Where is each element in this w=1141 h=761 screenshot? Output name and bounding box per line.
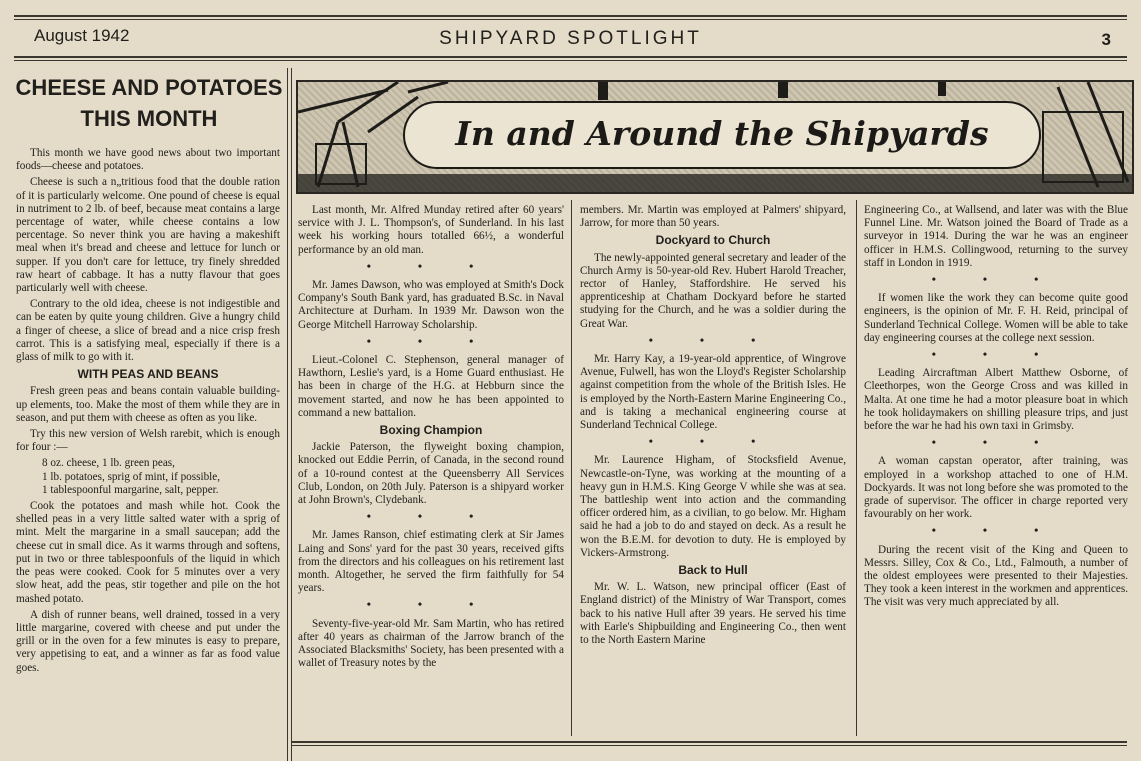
column-divider <box>856 200 857 736</box>
subheading: Back to Hull <box>678 563 748 578</box>
news-item: Mr. Harry Kay, a 19-year-old apprentice, of Wingrove Avenue, Fulwell, has won the Lloyd's Register Scholarship against competition from the whole of the British Isles. He is employed by the North-Eastern Marine Engineering Co., and is taking a mechanical engineering course at Sunderland Technical College. <box>580 353 846 432</box>
title-line-2: THIS MONTH <box>80 106 218 131</box>
news-item: Mr. Laurence Higham, of Stocksfield Avenue, Newcastle-on-Tyne, was working at the mounting of a heavy gun in H.M.S. King George V while she was at sea. The battleship went into action and the commanding officer ordered him, as a civilian, to go below. Mr. Higham said he had a job to do and stayed on deck. As a result he won the B.E.M. for devotion to duty. He is employed by Vickers-Armstrong. <box>580 454 846 559</box>
news-item: Seventy-five-year-old Mr. Sam Martin, who has retired after 40 years as chairman of the Jarrow branch of the Associated Blacksmiths' Society, has been presented with a wallet of Treasury notes by the <box>298 617 564 670</box>
recipe-line: 1 lb. potatoes, sprig of mint, if possible, <box>42 470 221 483</box>
header-rule <box>14 56 1127 58</box>
cheese-article <box>16 147 280 759</box>
separator: • • • <box>366 258 496 273</box>
news-item: Last month, Mr. Alfred Munday retired after 60 years' service with J. L. Thompson's, of Sunderland. In his last week his working hours totalled 66½, a wonderful performance by an old man. <box>298 204 564 256</box>
paragraph: Fresh green peas and beans contain valuable building-up elements, too. Make the most of them while they are in season, and put them with cheese as often as you like. <box>16 385 280 424</box>
news-column-2 <box>298 204 564 734</box>
issue-date: August 1942 <box>34 26 130 45</box>
top-rule <box>14 15 1127 17</box>
separator: • • • <box>648 332 778 347</box>
separator: • • • <box>366 333 496 348</box>
column-divider <box>291 68 292 761</box>
separator: • • • <box>931 523 1061 538</box>
recipe-line: 1 tablespoonful margarine, salt, pepper. <box>42 483 219 496</box>
news-item: Mr. James Dawson, who was employed at Smith's Dock Company's South Bank yard, has graduated B.Sc. in Naval Architecture at Durham. In 1939 Mr. Dawson won the George Mitchell Harroway Scholarship. <box>298 279 564 331</box>
separator: • • • <box>366 509 496 524</box>
news-item: Jackie Paterson, the flyweight boxing champion, knocked out Eddie Perrin, of Canada, in the second round of a 10-round contest at the Queensberry All Services Club, London, on 20th July. Paterson is a shipyard worker at John Brown's, Clydebank. <box>298 441 564 507</box>
title-line-1: CHEESE AND POTATOES <box>15 75 283 100</box>
page-number: 3 <box>1101 30 1111 49</box>
subheading: Boxing Champion <box>379 423 483 438</box>
news-item: Mr. James Ranson, chief estimating clerk at Sir James Laing and Sons' yard for the past 30 years, received gifts from the directors and his colleagues on his retirement last month. Altogether, he served the firm faithfully for 54 years. <box>298 529 564 595</box>
recipe-line: 8 oz. cheese, 1 lb. green peas, <box>42 457 175 470</box>
column-divider <box>571 200 572 736</box>
news-item: If women like the work they can become quite good engineers, is the opinion of Mr. F. H. Reid, principal of Sunderland Technical College. Women will be able to take day engineering courses at the college next session. <box>864 292 1128 344</box>
news-item: Leading Aircraftman Albert Matthew Osborne, of Cleethorpes, won the George Cross and was killed in Malta. At one time he had a motor pleasure boat in which he took holidaymakers on shilling pleasure trips, and just before the war he had his own taxi in Grimsby. <box>864 367 1128 433</box>
news-item: Mr. W. L. Watson, new principal officer (East of England district) of the Ministry of War Transport, comes back to his native Hull after 39 years. He served his time with Earle's Shipbuilding and Engineering Co., then went to the North Eastern Marine <box>580 581 846 647</box>
paragraph: A dish of runner beans, well drained, tossed in a very little margarine, covered with cheese and put under the grill or in the oven for a few minutes is easy to prepare, very appetising to eat, and a winner as far as food value goes. <box>16 608 280 674</box>
news-item: Lieut.-Colonel C. Stephenson, general manager of Hawthorn, Leslie's yard, is a Home Guard enthusiast. He has been in charge of the H.G. at Hebburn since the movement started, and now he has been appointed to command a new battalion. <box>298 354 564 419</box>
bottom-rule <box>292 741 1127 743</box>
paragraph: Try this new version of Welsh rarebit, which is enough for four :— <box>16 428 280 454</box>
news-item: The newly-appointed general secretary and leader of the Church Army is 50-year-old Rev. Hubert Harold Treacher, rector of Hanley, Staffordshire. He served his apprenticeship at Chatham Dockyard before he started studying for the Church, and he was a soldier during the Great War. <box>580 251 846 330</box>
paragraph: This month we have good news about two important foods—cheese and potatoes. <box>16 147 280 173</box>
section-banner <box>296 80 1134 194</box>
separator: • • • <box>931 347 1061 362</box>
banner-title: In and Around the Shipyards <box>403 101 1041 169</box>
top-rule-2 <box>14 19 1127 20</box>
header-rule-2 <box>14 60 1127 61</box>
paragraph: Cook the potatoes and mash while hot. Cook the shelled peas in a very little salted water with a sprig of mint. Melt the margarine in a small saucepan; add the cheese cut in small dice. As it warms through and softens, put in two or three tablespoonfuls of the liquid in which the peas were cooked. Cook for 5 minutes over a very slow heat, add the peas, stir together and pile on the hot mashed potato. <box>16 500 280 605</box>
news-item: During the recent visit of the King and Queen to Messrs. Silley, Cox & Co., Ltd., Falmouth, a number of the oldest employees were presented to their Majesties. They took a keen interest in the workmen and apprentices. The visit was very much appreciated by all. <box>864 543 1128 609</box>
article-title <box>14 72 284 134</box>
bottom-rule-2 <box>292 745 1127 746</box>
separator: • • • <box>931 272 1061 287</box>
subheading: WITH PEAS AND BEANS <box>77 367 219 382</box>
separator: • • • <box>931 435 1061 450</box>
paragraph: Contrary to the old idea, cheese is not indigestible and can be eaten by quite young children. Give a hungry child a finger of cheese, a slice of bread and a nice crisp fresh carrot. This is a satisfying meal, especially if there is a glass of milk to go with it. <box>16 298 280 364</box>
paragraph: Cheese is such a n„tritious food that the double ration of it is particularly welcome. One pound of cheese is equal in nutriment to 2 lb. of beef, because meat contains a large percentage of water, while cheese contains a low percentage. So never think you are having a makeshift meal when it's bread and cheese and lettuce for lunch or supper. If you don't care for lettuce, try finely shredded raw heart of cabbage. It has a nutty flavour that goes particularly well with cheese. <box>16 176 280 295</box>
news-item: A woman capstan operator, after training, was employed in a workshop attached to one of H.M. Dockyards. It was not long before she was promoted to the grade of supervisor. The officer in charge reported very favourably on her work. <box>864 455 1128 521</box>
news-column-3 <box>580 204 846 734</box>
news-item: Engineering Co., at Wallsend, and later was with the Blue Funnel Line. Mr. Watson joined the Board of Trade as a surveyor in 1914. During the war he was an engineer officer in H.M.S. Collingwood, returning to the survey staff in London in 1919. <box>864 204 1128 269</box>
masthead: SHIPYARD SPOTLIGHT <box>439 28 702 49</box>
subheading: Dockyard to Church <box>655 233 771 248</box>
column-divider <box>287 68 288 761</box>
news-column-4 <box>864 204 1128 734</box>
separator: • • • <box>366 597 496 612</box>
separator: • • • <box>648 434 778 449</box>
news-item: members. Mr. Martin was employed at Palmers' shipyard, Jarrow, for more than 50 years. <box>580 204 846 230</box>
